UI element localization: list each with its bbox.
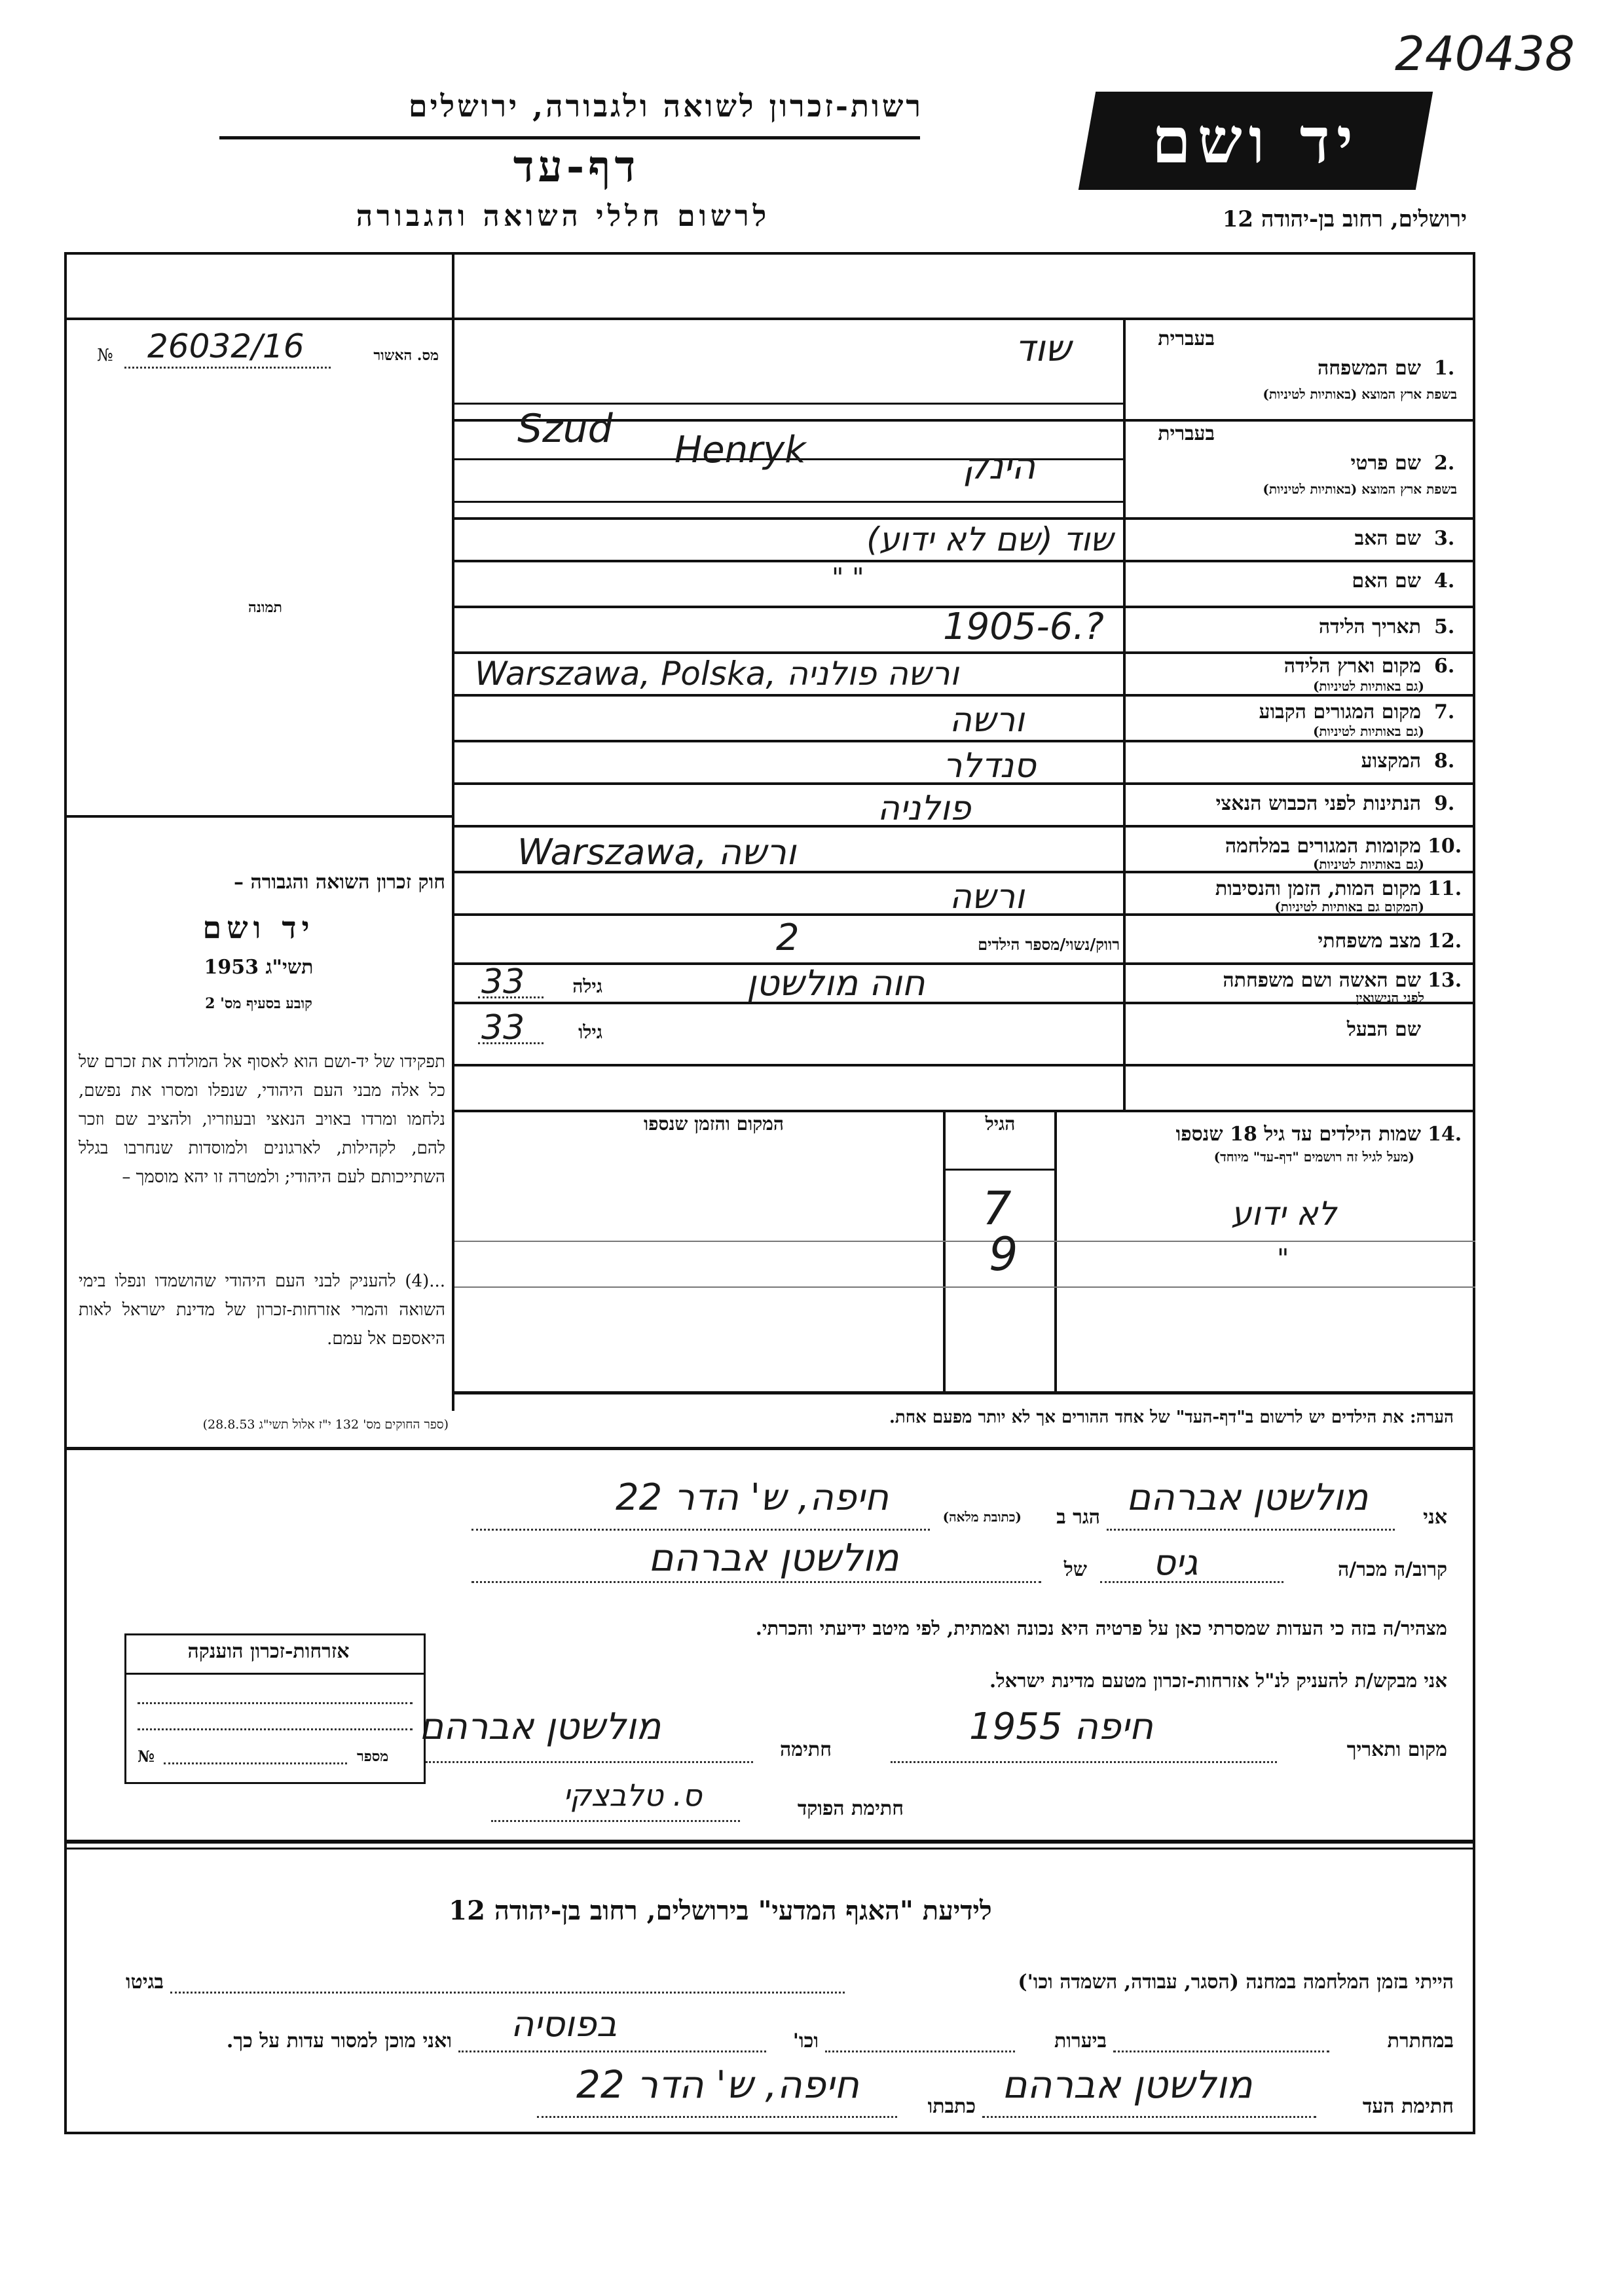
field-2-value-latin: Henryk bbox=[674, 429, 806, 471]
field-9-value: פולניה bbox=[877, 789, 971, 828]
info-line3-dotted-b bbox=[537, 2116, 897, 2118]
field-7-sub: (גם באותיות לטיניות) bbox=[1312, 723, 1424, 739]
top-band-line bbox=[64, 318, 1475, 320]
citizenship-box-dots bbox=[138, 1702, 413, 1704]
decl-of-label: של bbox=[1063, 1558, 1087, 1581]
registration-no-symbol: № bbox=[97, 346, 113, 365]
form-subtitle: לרשום חללי השואה והגבורה bbox=[356, 200, 771, 233]
child-1-age: 7 bbox=[982, 1182, 1012, 1235]
info-line2-dotted-a bbox=[1113, 2050, 1329, 2052]
field-8-label: המקצוע bbox=[1361, 750, 1421, 773]
title-underline bbox=[219, 136, 920, 139]
registration-label: מס. האשור bbox=[373, 347, 439, 364]
archive-number: 240438 bbox=[1395, 26, 1575, 81]
field-13-label: שם האשה ושם משפחתה bbox=[1223, 969, 1421, 992]
field-9-label: הנתינות לפני הכבוש הנאצי bbox=[1215, 792, 1421, 815]
info-line1-end: בגיטו bbox=[125, 1971, 164, 1994]
info-line1-dotted bbox=[170, 1992, 845, 1994]
field-9-num: 9. bbox=[1434, 792, 1455, 815]
field-3-label: שם האב bbox=[1354, 527, 1421, 550]
left-col-divider bbox=[452, 252, 454, 1411]
field-12-num: 12. bbox=[1428, 930, 1462, 953]
row-sep bbox=[452, 651, 1475, 654]
children-num: 14. bbox=[1428, 1123, 1462, 1146]
field-13-age: 33 bbox=[481, 962, 525, 1002]
label-col-divider bbox=[1123, 318, 1126, 1110]
citizenship-box-line bbox=[124, 1673, 426, 1675]
field-2-num: 2. bbox=[1434, 452, 1455, 475]
field-13-num: 13. bbox=[1428, 969, 1462, 992]
decl-relative-label: קרוב/ה מכר/ה bbox=[1338, 1558, 1447, 1581]
row-sep bbox=[452, 517, 1475, 520]
note-text: הערה: את הילדים יש לרשום ב"דף-העד" של אחד ההורים אך לא יותר מפעם אחת. bbox=[889, 1408, 1454, 1427]
field-12-inline-label: רווק/נשוי/מספר הילדים bbox=[978, 935, 1120, 954]
row-sep bbox=[452, 501, 1123, 503]
field-13-age-dotted bbox=[478, 996, 544, 998]
decl-address-dotted bbox=[471, 1529, 930, 1531]
field-7-label: מקום המגורים הקבוע bbox=[1259, 701, 1421, 723]
child-1-name: לא ידוע bbox=[1231, 1195, 1337, 1233]
field-2-tag: בעברית bbox=[1158, 422, 1215, 445]
decl-signature-dotted bbox=[426, 1761, 753, 1763]
decl-place-date-dotted bbox=[891, 1761, 1277, 1763]
field-11-num: 11. bbox=[1428, 877, 1462, 900]
husband-age: 33 bbox=[481, 1008, 525, 1048]
registration-dotted bbox=[124, 367, 331, 369]
field-4-label: שם האם bbox=[1352, 570, 1421, 592]
decl-i-label: אני bbox=[1423, 1506, 1447, 1529]
children-label: שמות הילדים עד גיל 18 שנספו bbox=[1175, 1123, 1421, 1146]
info-line2-forest: ביערות bbox=[1054, 2030, 1107, 2052]
field-6-num: 6. bbox=[1434, 655, 1455, 678]
field-6-sub: (גם באותיות לטיניות) bbox=[1312, 678, 1424, 694]
note-bottom-line bbox=[64, 1447, 1475, 1450]
field-3-num: 3. bbox=[1434, 527, 1455, 550]
decl-of-name: מולשטן אברהם bbox=[648, 1535, 899, 1580]
decl-signature-label: חתימה bbox=[780, 1738, 832, 1761]
field-3-value: שוד (שם לא ידוע) bbox=[866, 520, 1113, 558]
children-col-divider bbox=[943, 1110, 946, 1391]
children-col-place: המקום והזמן שנספו bbox=[644, 1113, 784, 1135]
field-5-num: 5. bbox=[1434, 615, 1455, 638]
citizenship-box-number-label: מספר bbox=[357, 1748, 389, 1765]
law-source: (ספר החוקים מס' 132 י"ז אלול תשי"ג 28.8.53) bbox=[202, 1417, 449, 1432]
decl-name-dotted bbox=[1107, 1529, 1395, 1531]
info-line2-end: ואני מוכן למסור עדות על כך. bbox=[226, 2030, 452, 2052]
info-line2-dotted-c bbox=[458, 2050, 766, 2052]
child-2-name: " bbox=[1277, 1244, 1289, 1274]
citizenship-box-dots bbox=[138, 1728, 413, 1730]
decl-officer: ס. טלבצקי bbox=[563, 1777, 702, 1813]
children-col-age: הגיל bbox=[985, 1113, 1016, 1135]
row-sep bbox=[452, 403, 1123, 405]
law-title: חוק זכרון השואה והגבורה – bbox=[234, 871, 445, 894]
field-2-value-he: הינק bbox=[963, 445, 1036, 488]
row-sep bbox=[452, 1064, 1475, 1066]
field-4-num: 4. bbox=[1434, 570, 1455, 592]
form-title: דף-עד bbox=[513, 141, 640, 192]
citizenship-box-no: № bbox=[138, 1747, 155, 1766]
law-clause: קובע בסעיף מס' 2 bbox=[205, 995, 312, 1012]
children-sub: (מעל לגיל זה רושמים "דף-עד" מיוחד) bbox=[1213, 1149, 1414, 1165]
info-line2-start: במחתרת bbox=[1387, 2030, 1454, 2052]
authority-title: רשות-זכרון לשואה ולגבורה, ירושלים bbox=[408, 88, 923, 124]
field-4-value: " " bbox=[832, 563, 864, 593]
field-6-label: מקום וארץ הלידה bbox=[1283, 655, 1421, 678]
row-sep bbox=[452, 962, 1475, 965]
info-line3-dotted-a bbox=[982, 2116, 1316, 2118]
child-row-line bbox=[454, 1241, 1475, 1242]
field-5-value: 1905-6.? bbox=[943, 606, 1104, 648]
decl-address: חיפה, ש' הדר 22 bbox=[616, 1476, 889, 1519]
info-line2-etc: וכו' bbox=[792, 2030, 819, 2052]
yad-vashem-logo bbox=[1079, 92, 1433, 190]
note-top-line bbox=[452, 1391, 1475, 1394]
field-1-value-latin: Szud bbox=[517, 406, 613, 452]
citizenship-box-num-dots bbox=[164, 1762, 347, 1764]
field-10-num: 10. bbox=[1428, 835, 1462, 858]
field-7-value: ורשה bbox=[950, 701, 1025, 740]
field-1-label: שם המשפחה bbox=[1317, 357, 1421, 380]
info-top-line bbox=[64, 1840, 1475, 1844]
info-line3-addr-label: כתבתו bbox=[927, 2095, 976, 2118]
field-1-sub: בשפת ארץ המוצא (באותיות לטיניות) bbox=[1263, 386, 1457, 402]
decl-of-dotted bbox=[471, 1581, 1041, 1583]
field-11-label: מקום המות, הזמן והנסיבות bbox=[1215, 877, 1421, 900]
info-line3-name: מולשטן אברהם bbox=[1002, 2062, 1253, 2107]
row-sep bbox=[452, 740, 1475, 742]
field-6-value: Warszawa, Polska, ורשה פולניה bbox=[475, 655, 959, 693]
field-12-value: 2 bbox=[776, 917, 800, 959]
decl-signature: מולשטן אברהם bbox=[419, 1705, 661, 1748]
logo-text: יד ושם bbox=[1151, 103, 1360, 177]
children-header-line bbox=[943, 1169, 1057, 1171]
decl-address-hint: (כתובת מלאה) bbox=[942, 1509, 1022, 1525]
law-logo: יד ושם bbox=[202, 910, 315, 945]
info-line3-addr: חיפה, ש' הדר 22 bbox=[576, 2062, 859, 2107]
field-10-label: מקומות המגורים במלחמה bbox=[1225, 835, 1421, 858]
decl-name: מולשטן אברהם bbox=[1126, 1476, 1369, 1519]
info-line1-label: הייתי בזמן המלחמה במחנה (הסגר, עבודה, השמדה וכו') bbox=[1018, 1971, 1454, 1994]
child-2-age: 9 bbox=[989, 1228, 1018, 1281]
decl-request: אני מבקש/ת להעניק לנ"ל אזרחות-זכרון מטעם מדינת ישראל. bbox=[989, 1669, 1447, 1692]
decl-statement: מצהיר/ה בזה כי העדות שמסרתי כאן על פרטיה היא נכונה ואמתית, לפי מיטב ידיעתי והכרתי. bbox=[755, 1617, 1447, 1639]
children-col-divider bbox=[1054, 1110, 1057, 1391]
citizenship-box-title: אזרחות-זכרון הוענקה bbox=[187, 1640, 350, 1663]
field-1-num: 1. bbox=[1434, 357, 1455, 380]
field-5-label: תאריך הלידה bbox=[1318, 615, 1421, 638]
field-10-sub: (גם באותיות לטיניות) bbox=[1312, 856, 1424, 872]
decl-resides-label: הגר ב bbox=[1056, 1506, 1100, 1529]
info-line3-label: חתימת העד bbox=[1362, 2095, 1454, 2118]
row-sep bbox=[452, 1110, 1475, 1112]
field-7-num: 7. bbox=[1434, 701, 1455, 723]
husband-age-label: גילו bbox=[578, 1021, 602, 1043]
decl-place-date: חיפה 1955 bbox=[969, 1705, 1153, 1748]
field-10-value: Warszawa, ורשה bbox=[517, 831, 796, 873]
law-text-2: ...(4) להעניק לבני העם היהודי שהושמדו ונפלו בימי השואה והמרי אזרחות-זכרון של מדינת ישראל לאות היאספם אל עמם. bbox=[79, 1271, 445, 1349]
husband-age-dotted bbox=[478, 1042, 544, 1044]
registration-number: 26032/16 bbox=[147, 327, 304, 365]
field-2-sub: בשפת ארץ המוצא (באותיות לטיניות) bbox=[1263, 481, 1457, 497]
photo-label: תמונה bbox=[248, 599, 282, 616]
field-12-label: מצב משפחתי bbox=[1318, 930, 1421, 953]
field-1-value-he: שוד bbox=[1015, 327, 1071, 370]
decl-officer-label: חתימת הפוקד bbox=[797, 1797, 904, 1820]
info-line2-dotted-b bbox=[825, 2050, 1015, 2052]
info-line2-value: בפוסיה bbox=[511, 2003, 618, 2045]
law-year: תשי"ג 1953 bbox=[204, 956, 314, 979]
field-11-sub: (המקום גם באותיות לטיניות) bbox=[1274, 899, 1424, 915]
info-title: לידיעת "האגף המדעי" בירושלים, רחוב בן-יהודה 12 bbox=[449, 1895, 992, 1926]
child-row-line bbox=[454, 1286, 1475, 1288]
law-text-1: תפקידו של יד-ושם הוא לאסוף אל המולדת את זכרם של כל אלה מבני העם היהודי, שנפלו ומסרו את נפשם, נלחמו ומרדו באויב הנאצי ובעוזריו, ולהציב שם וזכר להם, לקהילות, לארגונים ולמוסדות שנחרבו בגלל השתייכותם לעם היהודי; ולמטרה זו יהא מוסמך – bbox=[79, 1052, 445, 1187]
field-1-tag: בעברית bbox=[1158, 327, 1215, 350]
row-sep bbox=[452, 560, 1475, 562]
field-8-num: 8. bbox=[1434, 750, 1455, 773]
field-8-value: סנדלר bbox=[943, 746, 1036, 786]
decl-officer-dotted bbox=[491, 1820, 740, 1822]
decl-relation: גיס bbox=[1153, 1542, 1198, 1583]
decl-place-date-label: מקום ותאריך bbox=[1346, 1738, 1447, 1761]
husband-label: שם הבעל bbox=[1346, 1018, 1421, 1041]
field-13-age-label: גילה bbox=[572, 975, 602, 997]
field-13-value: חוה מולשטן bbox=[747, 962, 925, 1004]
photo-box-bottom bbox=[64, 815, 454, 818]
field-11-value: ורשה bbox=[950, 877, 1025, 917]
info-top-line-2 bbox=[64, 1848, 1475, 1850]
address: ירושלים, רחוב בן-יהודה 12 bbox=[1222, 206, 1467, 232]
field-2-label: שם פרטי bbox=[1350, 452, 1421, 475]
field-13-sub: לפני הנישואין bbox=[1356, 990, 1424, 1006]
